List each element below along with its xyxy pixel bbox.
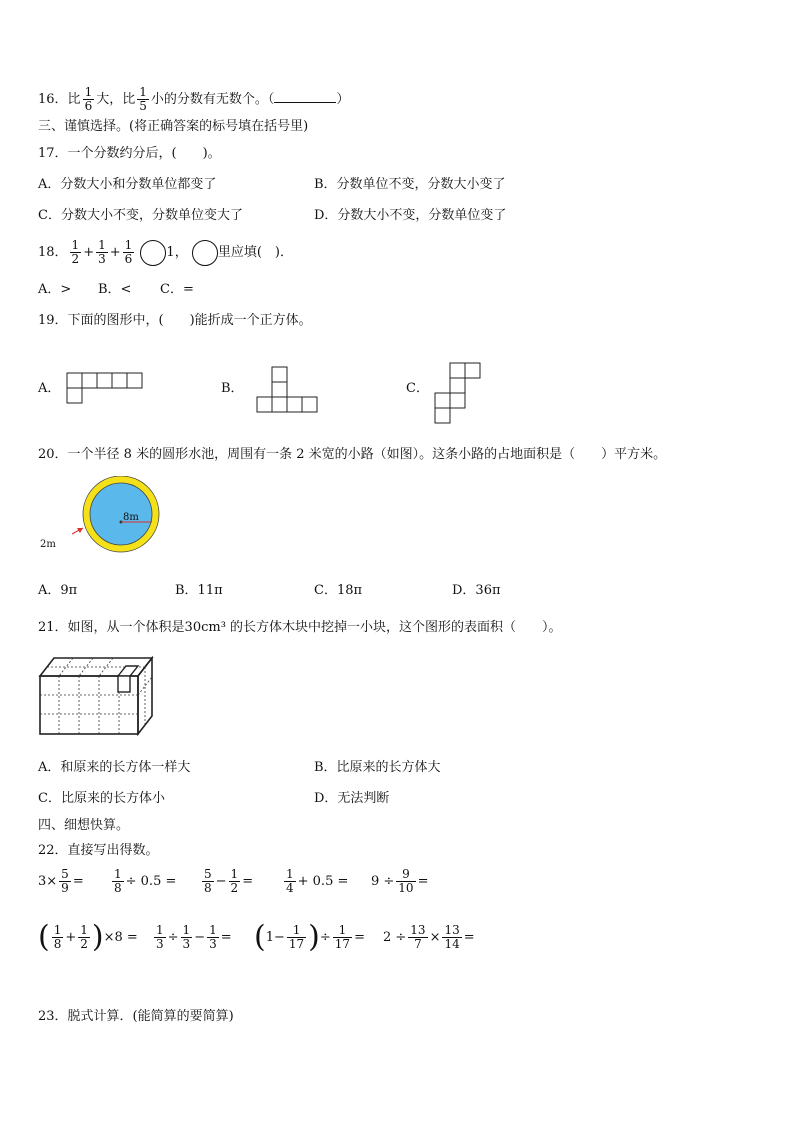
option-d[interactable]: D．分数大小不变，分数单位变了 [314, 208, 507, 223]
cube-net-c [432, 361, 484, 427]
question-17-stem: 17．一个分数约分后，( )。 [38, 146, 221, 161]
fraction: $\frac{1}{2}$ [71, 238, 80, 266]
option-a[interactable]: A．分数大小和分数单位都变了 [38, 177, 217, 192]
answer-blank[interactable] [274, 90, 336, 103]
fraction: $\frac{5}{8}$ [204, 867, 212, 895]
fraction: $\frac{1}{2}$ [80, 923, 88, 951]
option-c[interactable]: C．= [160, 282, 194, 297]
fraction: $\frac{1}{2}$ [230, 867, 239, 895]
option-c[interactable]: C．18π [314, 583, 363, 598]
fraction: $\frac{1}{3}$ [182, 923, 191, 951]
circle-symbol [192, 240, 218, 266]
option-c[interactable]: C．比原来的长方体小 [38, 791, 165, 806]
fraction: $\frac{1}{3}$ [156, 923, 164, 951]
question-19-stem: 19．下面的图形中，( )能折成一个正方体。 [38, 313, 312, 328]
option-d[interactable]: D．无法判断 [314, 791, 390, 806]
calc-item: 2 ÷ $\frac{13}{7}$ × $\frac{13}{14}$ = [383, 923, 475, 951]
pool-circle [90, 483, 152, 545]
question-22-stem: 22．直接写出得数。 [38, 843, 159, 858]
option-c[interactable]: C．分数大小不变，分数单位变大了 [38, 208, 243, 223]
cube-net-b [256, 366, 322, 416]
fraction: $\frac{9}{10}$ [398, 867, 414, 895]
fraction: $\frac{1}{8}$ [114, 867, 122, 895]
fraction: $\frac{1}{3}$ [98, 238, 106, 266]
calc-item: (1− $\frac{1}{17}$ )÷ $\frac{1}{17}$ = [254, 919, 365, 955]
option-c[interactable]: C． [406, 381, 429, 396]
fraction: $\frac{1}{17}$ [334, 923, 351, 951]
fraction: $\frac{1}{17}$ [288, 923, 305, 951]
fraction: $\frac{5}{9}$ [61, 867, 69, 895]
width-label: 2m [40, 539, 56, 550]
option-a[interactable]: A．9π [38, 583, 78, 598]
fraction: $\frac{13}{7}$ [410, 923, 426, 951]
option-b[interactable]: B．比原来的长方体大 [314, 760, 441, 775]
fraction: $\frac{1}{3}$ [209, 923, 217, 951]
pool-figure [38, 476, 168, 556]
option-a[interactable]: A． [38, 381, 61, 396]
calc-item: $\frac{1}{4}$ + 0.5 = [286, 867, 349, 895]
option-b[interactable]: B．分数单位不变，分数大小变了 [314, 177, 506, 192]
option-d[interactable]: D．36π [452, 583, 501, 598]
calc-item: $\frac{1}{3}$ ÷ $\frac{1}{3}$ − $\frac{1}{3}$ = [156, 923, 232, 951]
option-b[interactable]: B．< [98, 282, 132, 297]
answer-circle[interactable] [140, 240, 166, 266]
question-21-stem: 21．如图，从一个体积是30cm³ 的长方体木块中挖掉一小块，这个图形的表面积（ ）。 [38, 620, 562, 635]
cuboid-figure [38, 654, 154, 736]
question-20-stem: 20．一个半径 8 米的圆形水池，周围有一条 2 米宽的小路（如图）。这条小路的占地面积是（ ）平方米。 [38, 447, 667, 462]
calc-item: $\frac{1}{8}$ ÷ 0.5 = [114, 867, 177, 895]
option-b[interactable]: B．11π [175, 583, 223, 598]
radius-label: 8m [123, 512, 139, 523]
question-16: 16．比 $\frac{1}{6}$ 大，比 $\frac{1}{5}$ 小的分数有无数个。（ ） [38, 85, 350, 113]
cube-net-a [66, 372, 146, 408]
question-18: 18． $\frac{1}{2}$ + $\frac{1}{3}$ + $\frac{1}{6}$ 1， 里应填( )． [38, 238, 293, 266]
option-a[interactable]: A．和原来的长方体一样大 [38, 760, 191, 775]
fraction: $\frac{1}{6}$ [124, 238, 133, 266]
fraction: $\frac{1}{4}$ [286, 867, 294, 895]
calc-item: 9 ÷ $\frac{9}{10}$ = [371, 867, 429, 895]
option-b[interactable]: B． [221, 381, 244, 396]
calc-item: 3× $\frac{5}{9}$ = [38, 867, 84, 895]
calc-item: $\frac{5}{8}$ − $\frac{1}{2}$ = [204, 867, 254, 895]
fraction: $\frac{1}{6}$ [84, 85, 93, 113]
fraction: $\frac{1}{5}$ [139, 85, 147, 113]
question-23-stem: 23．脱式计算．(能简算的要简算) [38, 1009, 234, 1024]
fraction: $\frac{1}{8}$ [53, 923, 62, 951]
calc-item: ( $\frac{1}{8}$ + $\frac{1}{2}$ )×8 = [38, 919, 138, 955]
section-4-heading: 四、细想快算。 [38, 818, 130, 833]
option-a[interactable]: A．> [38, 282, 72, 297]
fraction: $\frac{13}{14}$ [444, 923, 460, 951]
section-3-heading: 三、谨慎选择。(将正确答案的标号填在括号里) [38, 119, 309, 134]
